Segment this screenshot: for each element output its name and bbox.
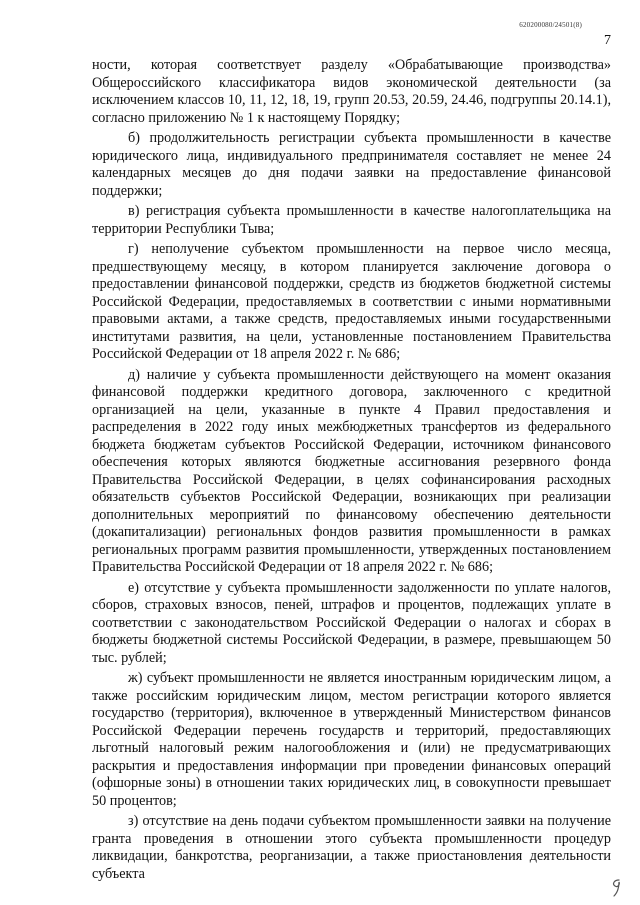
paragraph-zh: ж) субъект промышленности не является иностранным юридическим лицом, а также российским юридическим лицом, местом регистрации которого является государство (территория), включенное в утвержденный Министерством финансов Российской Федерации перечень государств и территорий, предоставляющих льготный налоговый режим налогообложения и (или) не предусматривающих раскрытия и предоставления информации при проведении финансовых операций (офшорные зоны) в отношении таких юридических лиц, в совокупности превышает 50 процентов; xyxy=(92,670,611,809)
paragraph-z: з) отсутствие на день подачи субъектом промышленности заявки на получение гранта проведения в отношении этого субъекта промышленности процедур ликвидации, банкротства, реорганизации, а также приостановления деятельности субъекта xyxy=(92,813,611,882)
handwritten-mark-icon xyxy=(608,877,624,899)
document-body xyxy=(92,57,611,883)
document-code: 620200080/24501(8) xyxy=(519,21,582,29)
page-number: 7 xyxy=(604,33,611,48)
paragraph-d: д) наличие у субъекта промышленности действующего на момент оказания финансовой поддержки кредитного договора, заключенного с кредитной организацией на цели, указанные в пункте 4 Правил предоставления и распределения в 2022 году иных межбюджетных трансфертов из федерального бюджета бюджетам субъектов Российской Федерации, источником финансового обеспечения которых являются бюджетные ассигнования резервного фонда Правительства Российской Федерации, в целях софинансирования расходных обязательств субъектов Российской Федерации, возникающих при реализации дополнительных мероприятий по финансовому обеспечению деятельности (докапитализации) региональных фондов развития промышленности в рамках региональных программ развития промышленности, утвержденных постановлением Правительства Российской Федерации от 18 апреля 2022 г. № 686; xyxy=(92,366,611,575)
paragraph-v: в) регистрация субъекта промышленности в качестве налогоплательщика на территории Республики Тыва; xyxy=(92,203,611,237)
paragraph-b: б) продолжительность регистрации субъекта промышленности в качестве юридического лица, индивидуального предпринимателя составляет не менее 24 календарных месяцев до дня подачи заявки на предоставление финансовой поддержки; xyxy=(92,130,611,199)
paragraph-g: г) неполучение субъектом промышленности на первое число месяца, предшествующему месяцу, в котором планируется заключение договора о предоставлении финансовой поддержки, средств из бюджетов бюджетной системы Российской Федерации, предоставляемых в соответствии с иными нормативными правовыми актами, а также средств, предоставляемых иными государственными институтами развития, на цели, установленные постановлением Правительства Российской Федерации от 18 апреля 2022 г. № 686; xyxy=(92,241,611,362)
paragraph-continuation: ности, которая соответствует разделу «Обрабатывающие производства» Общероссийского классификатора видов экономической деятельности (за исключением классов 10, 11, 12, 18, 19, групп 20.53, 20.59, 24.46, подгруппы 20.14.1), согласно приложению № 1 к настоящему Порядку; xyxy=(92,57,611,126)
paragraph-e: е) отсутствие у субъекта промышленности задолженности по уплате налогов, сборов, страховых взносов, пеней, штрафов и процентов, подлежащих уплате в соответствии с законодательством Российской Федерации о налогах и сборах в бюджеты бюджетной системы Российской Федерации, в размере, превышающем 50 тыс. рублей; xyxy=(92,579,611,666)
